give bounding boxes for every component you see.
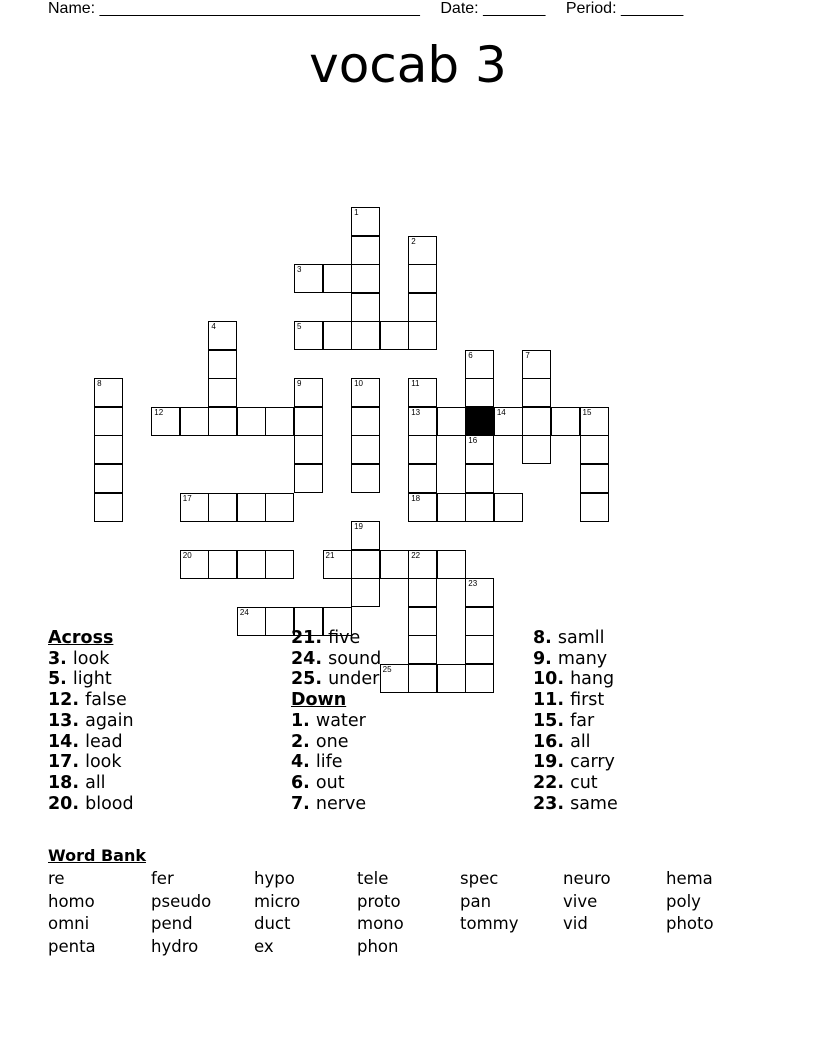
word-bank-item: proto bbox=[357, 891, 401, 911]
grid-cell[interactable] bbox=[237, 550, 266, 579]
down-clue bbox=[533, 732, 618, 753]
word-bank-item: pend bbox=[151, 914, 193, 934]
grid-cell[interactable] bbox=[294, 407, 323, 436]
word-bank-item: tele bbox=[357, 869, 389, 888]
word-bank-item: tommy bbox=[460, 914, 519, 934]
clue-text: again bbox=[85, 710, 134, 731]
clue-text: water bbox=[315, 710, 366, 731]
clue-num: 5. bbox=[48, 669, 73, 690]
grid-cell[interactable] bbox=[580, 493, 609, 522]
word-bank-item: micro bbox=[254, 891, 301, 911]
grid-cell[interactable] bbox=[408, 236, 437, 265]
clue-number: 9 bbox=[297, 379, 302, 389]
grid-cell[interactable] bbox=[522, 378, 551, 407]
word-bank-item: hypo bbox=[254, 869, 295, 888]
grid-cell[interactable] bbox=[180, 407, 209, 436]
down-clue bbox=[533, 669, 618, 690]
word-bank-item: poly bbox=[666, 891, 701, 911]
grid-cell[interactable] bbox=[465, 578, 494, 607]
grid-cell[interactable] bbox=[294, 321, 323, 350]
down-clue bbox=[533, 690, 618, 711]
grid-cell[interactable] bbox=[208, 321, 237, 350]
clue-num: 4. bbox=[291, 752, 316, 773]
clue-number: 24 bbox=[239, 607, 249, 617]
clue-number: 11 bbox=[411, 379, 420, 389]
clue-text: all bbox=[85, 772, 106, 793]
grid-cell[interactable] bbox=[522, 350, 551, 379]
clue-number: 14 bbox=[496, 407, 506, 417]
clue-text: false bbox=[85, 690, 127, 711]
grid-cell[interactable] bbox=[237, 607, 266, 636]
clue-number: 5 bbox=[297, 322, 302, 332]
grid-cell[interactable] bbox=[265, 407, 294, 436]
across-clue bbox=[48, 794, 134, 815]
grid-cell[interactable] bbox=[294, 464, 323, 493]
clue-number: 15 bbox=[582, 407, 592, 417]
grid-cell[interactable] bbox=[465, 664, 494, 693]
clue-num: 24. bbox=[291, 648, 329, 669]
word-bank-item: pan bbox=[460, 891, 492, 911]
grid-cell[interactable] bbox=[351, 293, 380, 322]
grid-cell[interactable] bbox=[465, 493, 494, 522]
grid-cell[interactable] bbox=[465, 464, 494, 493]
grid-cell[interactable] bbox=[380, 321, 409, 350]
grid-cell[interactable] bbox=[408, 321, 437, 350]
grid-cell[interactable] bbox=[580, 407, 609, 436]
grid-cell[interactable] bbox=[437, 493, 466, 522]
clue-num: 18. bbox=[48, 772, 86, 793]
clue-num: 20. bbox=[48, 793, 86, 814]
grid-cell[interactable] bbox=[323, 550, 352, 579]
grid-cell[interactable] bbox=[408, 607, 437, 636]
across-clue bbox=[48, 773, 134, 794]
down-clue bbox=[533, 649, 618, 670]
word-bank-item: duct bbox=[254, 914, 291, 934]
grid-cell[interactable] bbox=[351, 321, 380, 350]
clue-number: 18 bbox=[411, 493, 421, 503]
clue-number: 23 bbox=[468, 579, 478, 589]
clue-text: life bbox=[315, 752, 343, 773]
grid-cell[interactable] bbox=[380, 664, 409, 693]
down-clue bbox=[291, 732, 381, 753]
grid-cell[interactable] bbox=[180, 550, 209, 579]
clue-text: sound bbox=[328, 648, 382, 669]
grid-cell[interactable] bbox=[551, 407, 580, 436]
grid-cell[interactable] bbox=[351, 550, 380, 579]
word-bank-item: neuro bbox=[563, 869, 611, 888]
clue-text: blood bbox=[85, 793, 134, 814]
across-clue bbox=[48, 669, 134, 690]
clue-number: 21 bbox=[325, 550, 335, 560]
grid-cell[interactable] bbox=[580, 435, 609, 464]
word-bank-item: vive bbox=[563, 891, 598, 911]
grid-cell[interactable] bbox=[265, 550, 294, 579]
down-clue bbox=[291, 752, 381, 773]
clue-text: far bbox=[570, 710, 595, 731]
clue-num: 8. bbox=[533, 628, 558, 648]
down-clue bbox=[291, 773, 381, 794]
word-bank-item: photo bbox=[666, 914, 714, 934]
grid-cell[interactable] bbox=[408, 293, 437, 322]
clue-text: hang bbox=[570, 669, 615, 690]
clue-text: first bbox=[570, 690, 605, 711]
across-clue bbox=[291, 628, 381, 649]
grid-cell[interactable] bbox=[351, 464, 380, 493]
clue-number: 2 bbox=[411, 236, 416, 246]
word-bank-item: pseudo bbox=[151, 891, 212, 911]
grid-cell[interactable] bbox=[208, 550, 237, 579]
word-bank-item: mono bbox=[357, 914, 404, 934]
grid-cell[interactable] bbox=[294, 435, 323, 464]
word-bank-item: ex bbox=[254, 937, 274, 957]
word-bank-item: omni bbox=[48, 914, 90, 934]
grid-cell[interactable] bbox=[522, 435, 551, 464]
clue-number: 22 bbox=[411, 550, 421, 560]
clue-number: 1 bbox=[354, 208, 359, 217]
grid-cell[interactable] bbox=[94, 407, 123, 436]
clue-text: all bbox=[570, 731, 591, 752]
across-clue bbox=[48, 649, 134, 670]
grid-cell[interactable] bbox=[408, 493, 437, 522]
grid-cell[interactable] bbox=[323, 264, 352, 293]
grid-cell[interactable] bbox=[437, 550, 466, 579]
clue-num: 9. bbox=[533, 648, 558, 669]
grid-cell[interactable] bbox=[351, 264, 380, 293]
clues-column-2 bbox=[291, 628, 381, 814]
grid-cell[interactable] bbox=[294, 378, 323, 407]
page-title: vocab 3 bbox=[309, 36, 507, 94]
word-bank-item: phon bbox=[357, 937, 399, 957]
date-field[interactable]: Date: _______ bbox=[440, 0, 546, 17]
clue-number: 19 bbox=[354, 522, 363, 532]
grid-cell[interactable] bbox=[408, 664, 437, 693]
grid-cell[interactable] bbox=[465, 378, 494, 407]
word-bank-item: homo bbox=[48, 891, 95, 911]
grid-cell[interactable] bbox=[465, 635, 494, 664]
grid-cell[interactable] bbox=[408, 578, 437, 607]
grid-cell[interactable] bbox=[351, 435, 380, 464]
grid-cell[interactable] bbox=[94, 378, 123, 407]
word-bank-item: vid bbox=[563, 914, 588, 934]
grid-cell[interactable] bbox=[408, 378, 437, 407]
clue-number: 12 bbox=[154, 407, 164, 417]
clue-number: 6 bbox=[468, 350, 473, 360]
word-bank-title: Word Bank bbox=[48, 846, 147, 865]
word-bank-item: fer bbox=[151, 869, 174, 888]
clue-num: 16. bbox=[533, 731, 571, 752]
clue-text: samll bbox=[557, 628, 605, 648]
grid-cell[interactable]: 16 bbox=[465, 435, 494, 464]
word-bank-item: hema bbox=[666, 869, 713, 888]
period-field[interactable]: Period: _______ bbox=[565, 0, 684, 17]
grid-cell[interactable] bbox=[180, 493, 209, 522]
grid-cell[interactable] bbox=[208, 378, 237, 407]
grid-cell[interactable] bbox=[237, 407, 266, 436]
down-clue bbox=[533, 794, 618, 815]
clue-num: 2. bbox=[291, 731, 316, 752]
clue-num: 11. bbox=[533, 690, 571, 711]
grid-cell[interactable] bbox=[465, 607, 494, 636]
across-heading: Across bbox=[48, 628, 114, 648]
clue-num: 10. bbox=[533, 669, 571, 690]
clue-num: 12. bbox=[48, 690, 86, 711]
grid-cell[interactable] bbox=[465, 350, 494, 379]
down-clue bbox=[291, 711, 381, 732]
grid-cell[interactable] bbox=[151, 407, 180, 436]
grid-cell[interactable] bbox=[580, 464, 609, 493]
grid-cell[interactable] bbox=[408, 464, 437, 493]
clues-column-1 bbox=[48, 628, 134, 814]
across-clue bbox=[291, 669, 381, 690]
grid-cell[interactable] bbox=[408, 435, 437, 464]
grid-cell[interactable] bbox=[408, 635, 437, 664]
grid-cell[interactable] bbox=[437, 407, 466, 436]
clue-number: 17 bbox=[182, 493, 192, 503]
grid-cell[interactable] bbox=[208, 350, 237, 379]
grid-cell[interactable] bbox=[265, 493, 294, 522]
clue-num: 14. bbox=[48, 731, 86, 752]
grid-cell[interactable] bbox=[208, 407, 237, 436]
clue-num: 22. bbox=[533, 772, 571, 793]
grid-cell[interactable] bbox=[494, 493, 523, 522]
grid-cell[interactable] bbox=[408, 264, 437, 293]
clue-number: 7 bbox=[525, 350, 530, 360]
clue-text: under bbox=[328, 669, 380, 690]
across-clue bbox=[48, 690, 134, 711]
clue-number: 3 bbox=[297, 265, 302, 275]
grid-cell[interactable] bbox=[351, 236, 380, 265]
grid-cell[interactable] bbox=[94, 464, 123, 493]
word-bank-item: penta bbox=[48, 937, 96, 957]
grid-cell[interactable] bbox=[237, 493, 266, 522]
clue-num: 15. bbox=[533, 710, 571, 731]
clue-num: 6. bbox=[291, 772, 316, 793]
clue-num: 19. bbox=[533, 752, 571, 773]
grid-cell[interactable] bbox=[408, 550, 437, 579]
word-bank-item: re bbox=[48, 869, 65, 888]
across-clue bbox=[48, 752, 134, 773]
grid-cell[interactable] bbox=[351, 407, 380, 436]
across-clue bbox=[291, 649, 381, 670]
clue-text: nerve bbox=[315, 793, 367, 814]
grid-cell[interactable] bbox=[437, 664, 466, 693]
clue-num: 17. bbox=[48, 752, 86, 773]
clue-text: look bbox=[72, 648, 110, 669]
across-clue bbox=[48, 732, 134, 753]
down-clue bbox=[291, 794, 381, 815]
clue-num: 23. bbox=[533, 793, 571, 814]
clue-text: many bbox=[557, 648, 608, 669]
grid-cell[interactable] bbox=[94, 435, 123, 464]
clue-number: 8 bbox=[97, 379, 102, 389]
word-bank-item: spec bbox=[460, 869, 499, 888]
down-clue bbox=[533, 628, 618, 649]
clue-text: light bbox=[72, 669, 112, 690]
clue-text: look bbox=[85, 752, 122, 773]
clue-num: 1. bbox=[291, 710, 316, 731]
grid-cell[interactable] bbox=[351, 207, 380, 236]
grid-cell[interactable] bbox=[351, 578, 380, 607]
grid-cell[interactable] bbox=[522, 407, 551, 436]
clue-num: 25. bbox=[291, 669, 329, 690]
clues-column-3 bbox=[533, 628, 618, 814]
clue-number: 10 bbox=[354, 379, 363, 389]
down-clue bbox=[533, 752, 618, 773]
clue-text: five bbox=[328, 628, 361, 648]
clue-num: 13. bbox=[48, 710, 86, 731]
clue-text: same bbox=[570, 793, 618, 814]
name-field[interactable]: Name: ____________________________________ bbox=[48, 0, 420, 17]
down-clue bbox=[533, 773, 618, 794]
clue-text: carry bbox=[570, 752, 615, 773]
grid-cell[interactable] bbox=[323, 321, 352, 350]
clue-text: one bbox=[315, 731, 349, 752]
grid-cell[interactable] bbox=[351, 378, 380, 407]
clue-num: 3. bbox=[48, 648, 73, 669]
clue-num: 7. bbox=[291, 793, 316, 814]
down-clue bbox=[533, 711, 618, 732]
clue-text: out bbox=[315, 772, 345, 793]
clue-text: cut bbox=[570, 772, 598, 793]
word-bank bbox=[48, 868, 769, 959]
clue-number: 4 bbox=[211, 322, 216, 332]
grid-cell[interactable]: 13 bbox=[408, 407, 437, 436]
grid-cell[interactable] bbox=[494, 407, 523, 436]
word-bank-item: hydro bbox=[151, 937, 199, 957]
clue-number: 25 bbox=[382, 664, 392, 674]
grid-cell[interactable] bbox=[208, 493, 237, 522]
down-heading: Down bbox=[291, 690, 347, 711]
clue-num: 21. bbox=[291, 628, 329, 648]
grid-cell[interactable] bbox=[351, 521, 380, 550]
grid-cell[interactable] bbox=[94, 493, 123, 522]
clue-text: lead bbox=[85, 731, 123, 752]
grid-cell[interactable] bbox=[380, 550, 409, 579]
black-cell bbox=[465, 407, 494, 436]
clue-number: 20 bbox=[182, 550, 192, 560]
grid-cell[interactable] bbox=[294, 264, 323, 293]
across-clue bbox=[48, 711, 134, 732]
